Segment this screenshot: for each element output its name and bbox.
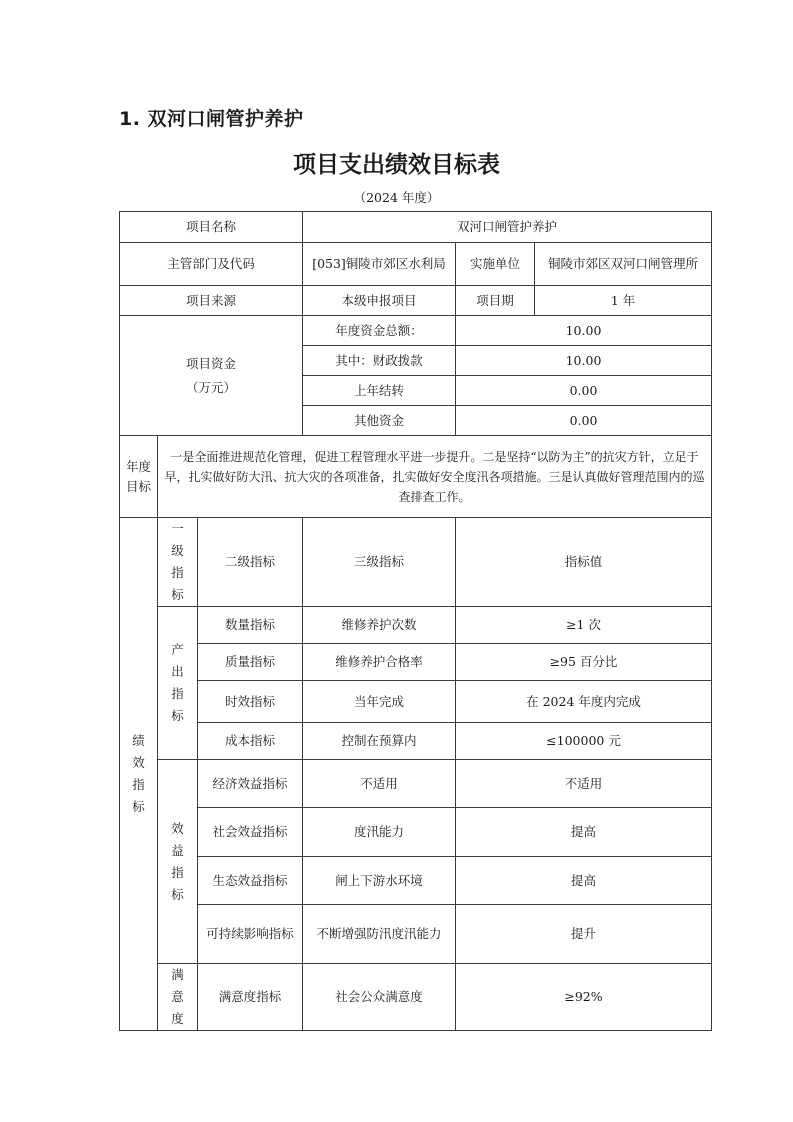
table-row: [120, 723, 712, 760]
funds-other-label: 其他资金: [303, 406, 456, 436]
level3-header: 三级指标: [303, 518, 456, 607]
level3-cell: 控制在预算内: [303, 723, 456, 760]
funds-unit-text: （万元）: [185, 379, 236, 395]
funds-fiscal-value: 10.00: [456, 346, 712, 376]
project-name-value: 双河口闸管护养护: [303, 212, 712, 243]
annual-goal-text: 一是全面推进规范化管理，促进工程管理水平进一步提升。二是坚持“以防为主”的抗灾方针，立足于早，扎实做好防大汛、抗大灾的各项准备，扎实做好安全度汛各项措施。三是认真做好管理范围内的巡查排查工作。: [158, 436, 712, 518]
table-row: [120, 644, 712, 681]
funds-total-value: 10.00: [456, 316, 712, 346]
row-annual-goal: [120, 436, 712, 518]
output-indicators-label: [158, 607, 198, 760]
benefit-indicators-label: [158, 760, 198, 964]
benefit-indicators-text: 效益指标: [171, 820, 184, 902]
table-row: [120, 964, 712, 1031]
level3-cell: 维修养护次数: [303, 607, 456, 644]
level2-cell: 质量指标: [198, 644, 303, 681]
project-source-value: 本级申报项目: [303, 286, 456, 316]
project-period-value: 1 年: [535, 286, 712, 316]
funds-total-label: 年度资金总额：: [303, 316, 456, 346]
row-department: [120, 243, 712, 286]
department-label: 主管部门及代码: [120, 243, 303, 286]
row-funds-total: [120, 316, 712, 346]
value-cell: ≥92%: [456, 964, 712, 1031]
level3-cell: 不断增强防汛度汛能力: [303, 905, 456, 964]
level2-cell: 经济效益指标: [198, 760, 303, 808]
section-title: 1. 双河口闸管护养护: [119, 108, 304, 130]
satisfaction-text: 满意度: [171, 967, 184, 1026]
row-project-name: [120, 212, 712, 243]
level2-header: 二级指标: [198, 518, 303, 607]
table-row: [120, 607, 712, 644]
funds-fiscal-label: 其中：财政拨款: [303, 346, 456, 376]
level2-cell: 生态效益指标: [198, 857, 303, 905]
output-indicators-text: 产出指标: [171, 642, 184, 723]
implementing-unit-label: 实施单位: [456, 243, 535, 286]
level3-cell: 当年完成: [303, 681, 456, 723]
value-cell: 提高: [456, 808, 712, 857]
level2-cell: 成本指标: [198, 723, 303, 760]
value-cell: 在 2024 年度内完成: [456, 681, 712, 723]
project-source-label: 项目来源: [120, 286, 303, 316]
funds-other-value: 0.00: [456, 406, 712, 436]
level3-cell: 不适用: [303, 760, 456, 808]
performance-target-table: [119, 211, 712, 1031]
project-period-label: 项目期: [456, 286, 535, 316]
value-cell: ≥1 次: [456, 607, 712, 644]
table-row: [120, 681, 712, 723]
level2-cell: 可持续影响指标: [198, 905, 303, 964]
level2-cell: 满意度指标: [198, 964, 303, 1031]
level3-cell: 闸上下游水环境: [303, 857, 456, 905]
level1-header: [158, 518, 198, 607]
level1-header-text: 一级指标: [171, 521, 184, 602]
project-name-label: 项目名称: [120, 212, 303, 243]
value-cell: ≥95 百分比: [456, 644, 712, 681]
implementing-unit-value: 铜陵市郊区双河口闸管理所: [535, 243, 712, 286]
satisfaction-label: [158, 964, 198, 1031]
table-row: [120, 905, 712, 964]
year-note: （2024 年度）: [353, 190, 440, 205]
value-cell: 提高: [456, 857, 712, 905]
level3-cell: 社会公众满意度: [303, 964, 456, 1031]
annual-goal-label: 年度目标: [120, 436, 158, 518]
level3-cell: 维修养护合格率: [303, 644, 456, 681]
level3-cell: 度汛能力: [303, 808, 456, 857]
funds-carryover-label: 上年结转: [303, 376, 456, 406]
value-header: 指标值: [456, 518, 712, 607]
level2-cell: 数量指标: [198, 607, 303, 644]
value-cell: 不适用: [456, 760, 712, 808]
table-row: [120, 857, 712, 905]
performance-indicators-label: [120, 518, 158, 1031]
row-source: [120, 286, 712, 316]
table-row: [120, 760, 712, 808]
table-row: [120, 808, 712, 857]
level2-cell: 社会效益指标: [198, 808, 303, 857]
funds-label-text: 项目资金: [185, 355, 236, 371]
row-indicator-header: [120, 518, 712, 607]
document-title: 项目支出绩效目标表: [293, 152, 500, 178]
performance-indicators-text: 绩效指标: [132, 733, 145, 814]
value-cell: ≤100000 元: [456, 723, 712, 760]
project-funds-label: [120, 316, 303, 436]
department-value: [053]铜陵市郊区水利局: [303, 243, 456, 286]
funds-carryover-value: 0.00: [456, 376, 712, 406]
level2-cell: 时效指标: [198, 681, 303, 723]
value-cell: 提升: [456, 905, 712, 964]
